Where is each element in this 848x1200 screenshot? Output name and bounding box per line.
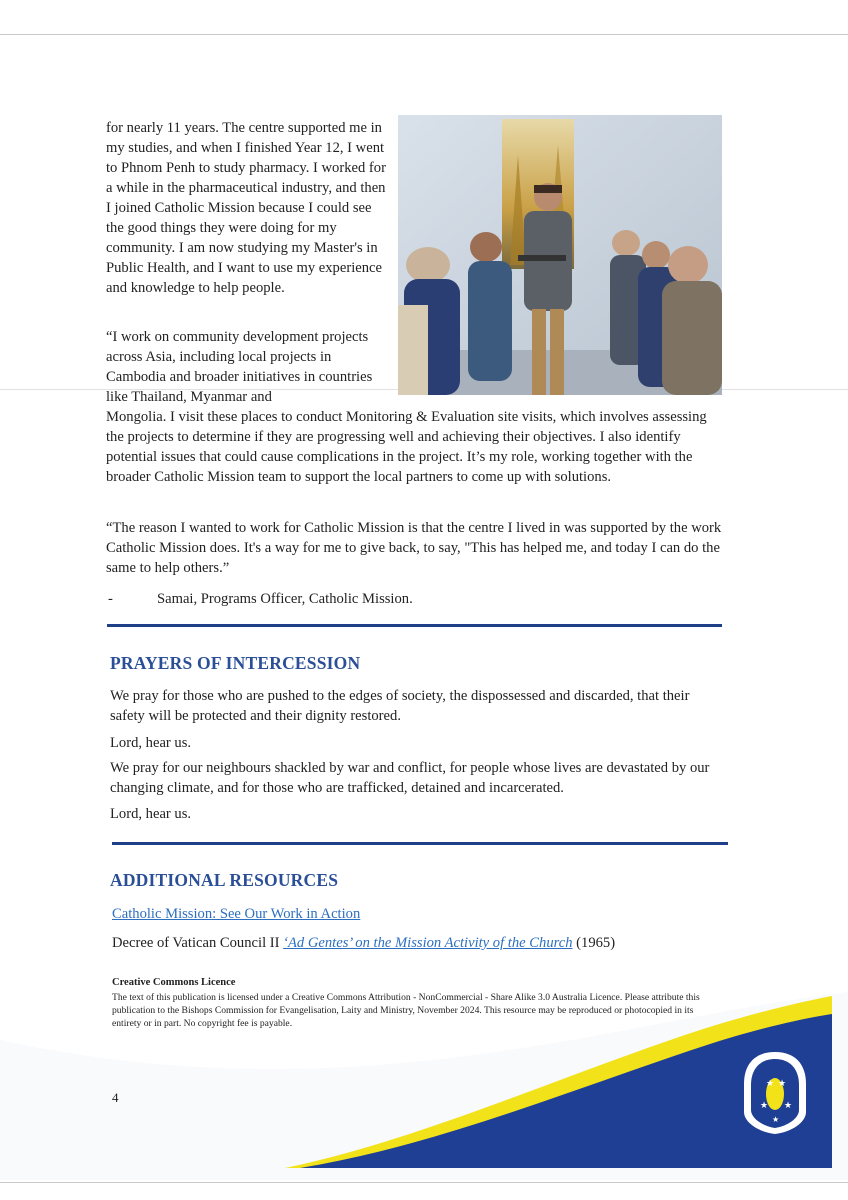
decree-prefix: Decree of Vatican Council II [112,935,284,951]
svg-text:★: ★ [772,1115,780,1124]
prayer-response-1: Lord, hear us. [110,735,192,751]
section-divider-1 [107,624,722,627]
paragraph-2-wrapped: “I work on community development projects across Asia, including local projects in Cambodia and broader initiatives in countries like Thailand, Myanmar and [106,329,373,405]
catholic-mission-link[interactable]: Catholic Mission: See Our Work in Action [112,906,361,922]
svg-text:★: ★ [760,1100,769,1110]
catholic-bishops-seal-icon [742,1050,808,1136]
resources-heading: ADDITIONAL RESOURCES [110,870,339,890]
attribution: Samai, Programs Officer, Catholic Mission. [157,591,413,607]
prayer-petition-1: We pray for those who are pushed to the edges of society, the dispossessed and discarded, that their safety will be protected and their dignity restored. [110,688,690,724]
page-number: 4 [112,1090,119,1105]
svg-text:★: ★ [784,1100,793,1110]
svg-text:★: ★ [766,1078,775,1088]
svg-text:★: ★ [778,1078,787,1088]
scan-edge-top [0,34,848,35]
licence-title: Creative Commons Licence [112,977,236,988]
attribution-dash: - [108,591,113,607]
section-divider-2 [112,842,728,845]
scan-edge-bottom [0,1182,848,1183]
decree-suffix: (1965) [572,935,616,951]
paragraph-1: for nearly 11 years. The centre supported me in my studies, and when I finished Year 12, I went to Phnom Penh to study pharmacy. I worked for a while in the pharmaceutical industry, and then I joined Catholic Mission because I could see the good things they were doing for my community. I am now studying my Master's in Public Health, and I want to use my experience and knowledge to help people. [106,120,386,296]
prayers-heading: PRAYERS OF INTERCESSION [110,653,361,673]
ad-gentes-link[interactable]: ‘Ad Gentes’ on the Mission Activity of the Church [283,935,573,951]
prayer-response-2: Lord, hear us. [110,806,192,822]
decree-line [112,933,728,953]
paragraph-3: “The reason I wanted to work for Catholic Mission is that the centre I lived in was supported by the work Catholic Mission does. It's a way for me to give back, to say, "This has helped me, and today I can do the same to help others.” [106,520,722,576]
photo-illustration [398,115,722,395]
paragraph-2-continued: Mongolia. I visit these places to conduct Monitoring & Evaluation site visits, which involves assessing the projects to determine if they are progressing well and achieving their objectives. I also identify potential issues that could cause complications in the project. It’s my role, working together with the broader Catholic Mission team to support the local partners to come up with solutions. [106,409,707,485]
group-meeting-photo [398,115,722,395]
prayer-petition-2: We pray for our neighbours shackled by war and conflict, for people whose lives are devastated by our changing climate, and for those who are trafficked, detained and incarcerated. [110,760,710,796]
licence-text: The text of this publication is licensed under a Creative Commons Attribution - NonCommercial - Share Alike 3.0 Australia Licence. Please attribute this publication to the Bishops Commission for Evangelisation, Laity and Ministry, November 2024. This resource may be reproduced or photocopied in its entirety or in part. No copyright fee is payable. [112,992,700,1029]
